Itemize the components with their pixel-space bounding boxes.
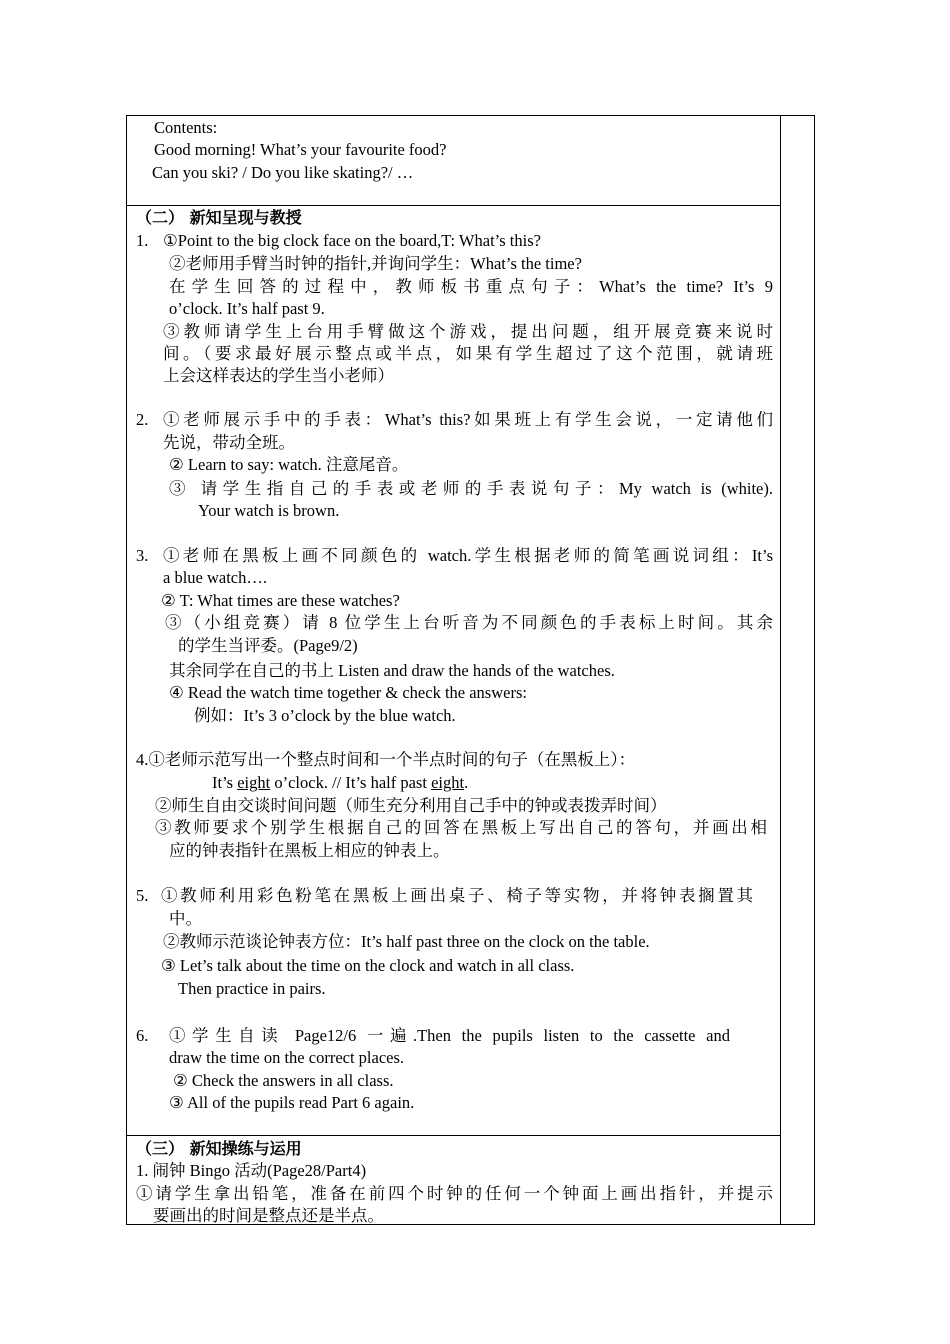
- section-3-line-2: 要画出的时间是整点还是半点。: [153, 1206, 384, 1225]
- item-3-step-e: ④ Read the watch time together & check the answers:: [169, 683, 527, 702]
- item-5-step-a-line-1: ①教师利用彩色粉笔在黑板上画出桌子、椅子等实物，并将钟表搁置其: [161, 886, 753, 905]
- contents-line-1: Good morning! What’s your favourite food?: [154, 140, 447, 159]
- item-3-step-a-line-1: ①老师在黑板上画不同颜色的 watch.学生根据老师的简笔画说词组：It’s: [163, 546, 773, 565]
- item-1-step-d-line-2: 间。（要求最好展示整点或半点，如果有学生超过了这个范围，就请班: [163, 344, 773, 363]
- item-1-step-b: ②老师用手臂当时钟的指针,并询问学生：What’s the time?: [169, 254, 582, 273]
- item-5-step-c: ③ Let’s talk about the time on the clock and watch in all class.: [161, 956, 575, 975]
- item-5-step-a-line-2: 中。: [169, 909, 202, 928]
- item-3-step-a-line-2: a blue watch….: [163, 568, 268, 587]
- item-1-step-d-line-3: 上会这样表达的学生当小老师）: [163, 366, 394, 385]
- item-5-step-d: Then practice in pairs.: [178, 979, 326, 998]
- item-6-number: 6.: [136, 1026, 149, 1045]
- item-3-step-f: 例如：It’s 3 o’clock by the blue watch.: [194, 706, 456, 725]
- item-4-step-a: 4.①老师示范写出一个整点时间和一个半点时间的句子（在黑板上）：: [136, 750, 636, 769]
- item-3-number: 3.: [136, 546, 149, 565]
- item-2-step-c-line-1: ③ 请学生指自己的手表或老师的手表说句子：My watch is (white).: [169, 479, 773, 498]
- item-1-step-c-line-1: 在学生回答的过程中，教师板书重点句子：What’s the time? It’s 9: [169, 277, 773, 296]
- item-3-step-c-line-2: 的学生当评委。(Page9/2): [178, 636, 358, 655]
- item-6-step-a-line-1: ①学生自读 Page12/6 一遍.Then the pupils listen to the cassette and: [169, 1026, 730, 1045]
- item-6-step-a-line-2: draw the time on the correct places.: [169, 1048, 405, 1067]
- row-divider-1: [126, 205, 781, 206]
- section-3-item-1: 1. 闹钟 Bingo 活动(Page28/Part4): [136, 1161, 367, 1180]
- item-2-step-c-line-2: Your watch is brown.: [198, 501, 340, 520]
- item-3-step-c-line-1: ③（小组竞赛）请 8 位学生上台听音为不同颜色的手表标上时间。其余: [165, 613, 773, 632]
- contents-label: Contents:: [154, 118, 218, 137]
- row-divider-2: [126, 1135, 781, 1136]
- item-3-step-d: 其余同学在自己的书上 Listen and draw the hands of the watches.: [169, 661, 615, 680]
- contents-line-2: Can you ski? / Do you like skating?/ …: [152, 163, 414, 182]
- item-1-step-d-line-1: ③教师请学生上台用手臂做这个游戏，提出问题，组开展竞赛来说时: [163, 322, 773, 341]
- item-1-number: 1.: [136, 231, 149, 250]
- item-4-step-c-line-2: 应的钟表指针在黑板上相应的钟表上。: [169, 841, 450, 860]
- notes-column-divider: [780, 115, 781, 1225]
- item-1-step-c-line-2: o’clock. It’s half past 9.: [169, 299, 325, 318]
- item-5-number: 5.: [136, 886, 149, 905]
- item-4-example: It’s eight o’clock. // It’s half past eight.: [212, 773, 469, 792]
- item-1-step-a: ①Point to the big clock face on the board,T: What’s this?: [163, 231, 541, 250]
- item-6-step-c: ③ All of the pupils read Part 6 again.: [169, 1093, 415, 1112]
- section-3-heading: （三） 新知操练与运用: [136, 1139, 302, 1158]
- section-2-heading: （二） 新知呈现与教授: [136, 208, 302, 227]
- item-4-step-c-line-1: ③教师要求个别学生根据自己的回答在黑板上写出自己的答句，并画出相: [155, 818, 767, 837]
- item-2-step-b: ② Learn to say: watch. 注意尾音。: [169, 455, 409, 474]
- item-2-number: 2.: [136, 410, 149, 429]
- item-6-step-b: ② Check the answers in all class.: [173, 1071, 394, 1090]
- item-4-step-b: ②师生自由交谈时间问题（师生充分利用自己手中的钟或表拨弄时间）: [155, 796, 667, 815]
- item-3-step-b: ② T: What times are these watches?: [161, 591, 400, 610]
- section-3-line-1: ①请学生拿出铅笔，准备在前四个时钟的任何一个钟面上画出指针，并提示: [136, 1184, 773, 1203]
- item-5-step-b: ②教师示范谈论钟表方位：It’s half past three on the clock on the table.: [163, 932, 650, 951]
- item-2-step-a-line-1: ①老师展示手中的手表：What’s this?如果班上有学生会说，一定请他们: [163, 410, 773, 429]
- item-2-step-a-line-2: 先说，带动全班。: [163, 433, 295, 452]
